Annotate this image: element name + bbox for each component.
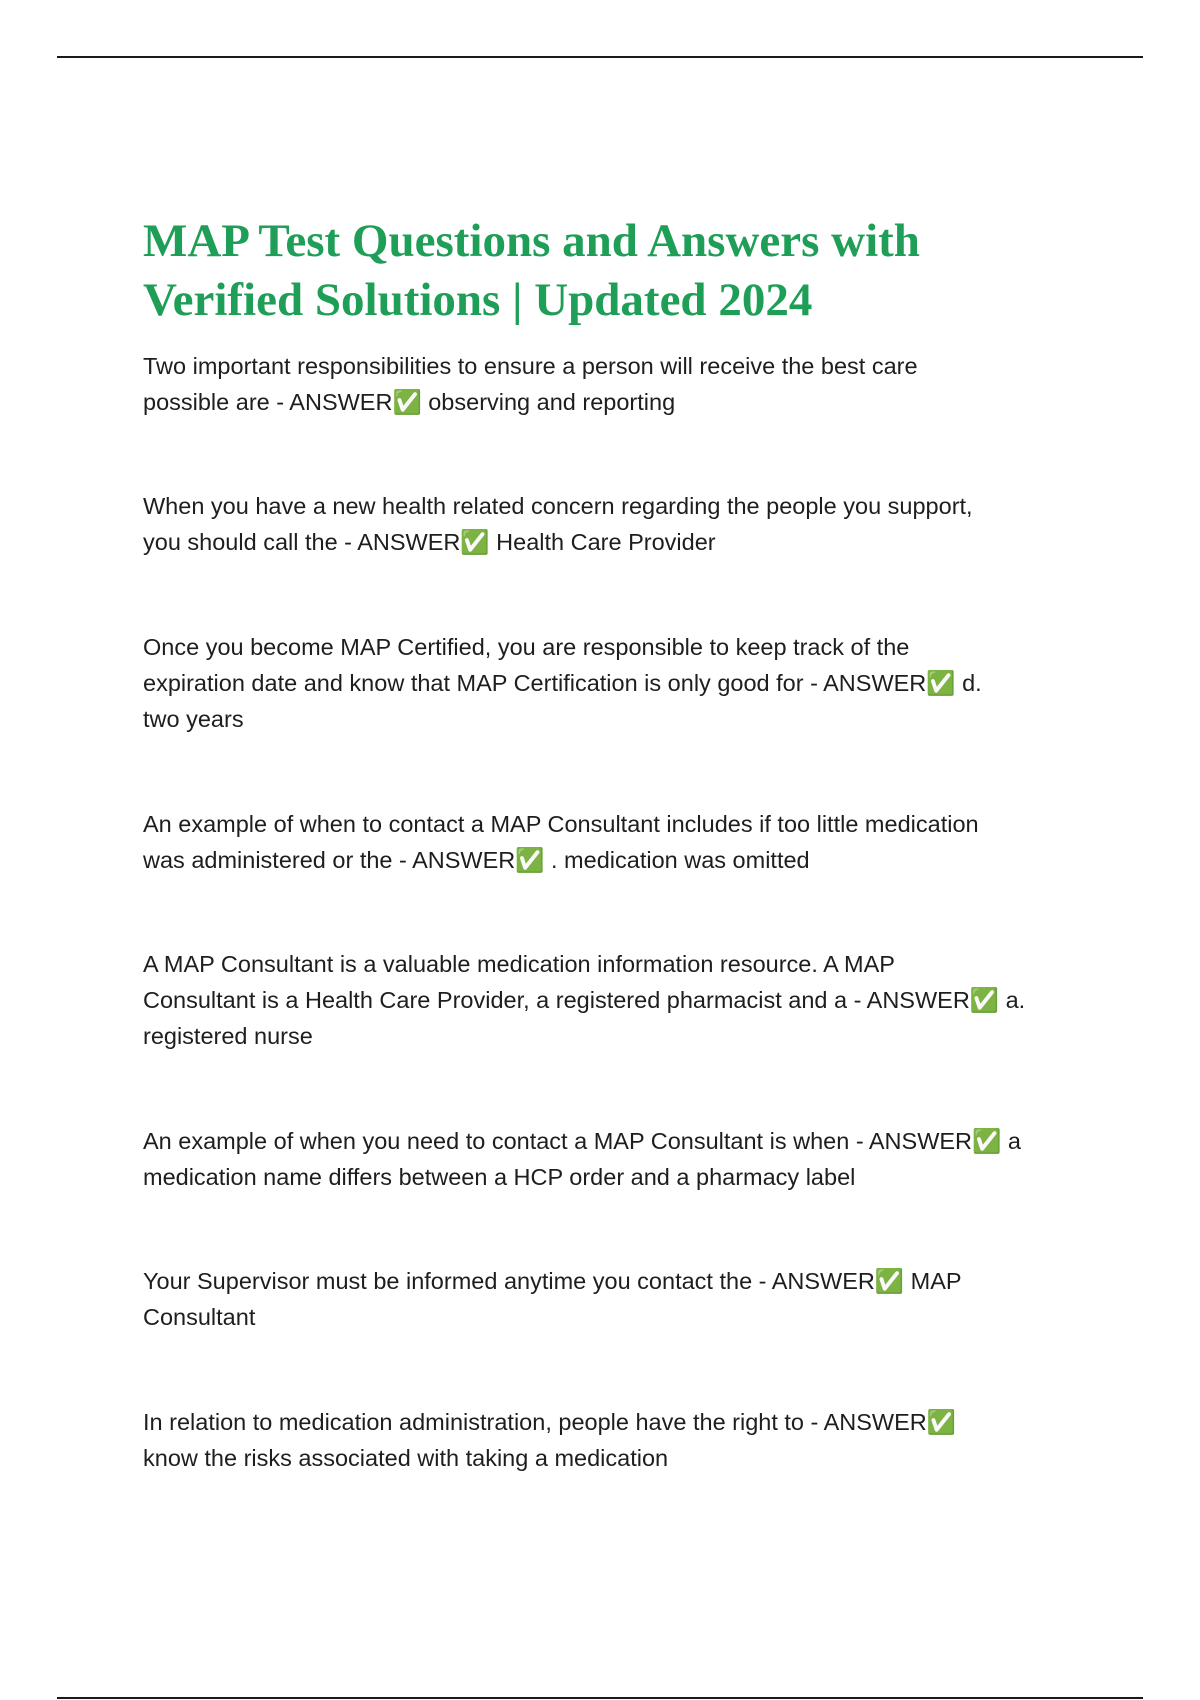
qa-item-2 xyxy=(143,488,1103,560)
qa-item-6 xyxy=(143,1123,1103,1195)
qa-line: know the risks associated with taking a medication xyxy=(143,1445,669,1471)
qa-line: you should call the - ANSWER✅ Health Care Provider xyxy=(143,529,716,555)
title-line-2: Verified Solutions | Updated 2024 xyxy=(143,274,813,326)
qa-item-1 xyxy=(143,348,1103,420)
qa-line: An example of when you need to contact a MAP Consultant is when - ANSWER✅ a xyxy=(143,1128,1021,1154)
qa-item-7 xyxy=(143,1263,1103,1335)
qa-line: was administered or the - ANSWER✅ . medication was omitted xyxy=(143,847,810,873)
top-rule xyxy=(57,56,1143,58)
qa-line: possible are - ANSWER✅ observing and reporting xyxy=(143,389,676,415)
qa-item-3 xyxy=(143,629,1103,737)
qa-line: registered nurse xyxy=(143,1023,313,1049)
qa-line: When you have a new health related concern regarding the people you support, xyxy=(143,493,973,519)
qa-line: Once you become MAP Certified, you are responsible to keep track of the xyxy=(143,634,910,660)
qa-line: medication name differs between a HCP order and a pharmacy label xyxy=(143,1164,856,1190)
qa-line: A MAP Consultant is a valuable medication information resource. A MAP xyxy=(143,951,895,977)
qa-item-5 xyxy=(143,946,1103,1054)
qa-line: Two important responsibilities to ensure a person will receive the best care xyxy=(143,353,918,379)
qa-item-8 xyxy=(143,1404,1103,1476)
title-line-1: MAP Test Questions and Answers with xyxy=(143,215,920,267)
document-title xyxy=(143,212,1103,330)
bottom-rule xyxy=(57,1697,1143,1699)
qa-line: An example of when to contact a MAP Consultant includes if too little medication xyxy=(143,811,979,837)
qa-line: Consultant is a Health Care Provider, a registered pharmacist and a - ANSWER✅ a. xyxy=(143,987,1026,1013)
qa-line: expiration date and know that MAP Certification is only good for - ANSWER✅ d. xyxy=(143,670,982,696)
qa-line: In relation to medication administration, people have the right to - ANSWER✅ xyxy=(143,1409,956,1435)
qa-line: two years xyxy=(143,706,244,732)
qa-line: Consultant xyxy=(143,1304,256,1330)
qa-line: Your Supervisor must be informed anytime you contact the - ANSWER✅ MAP xyxy=(143,1268,962,1294)
qa-item-4 xyxy=(143,806,1103,878)
